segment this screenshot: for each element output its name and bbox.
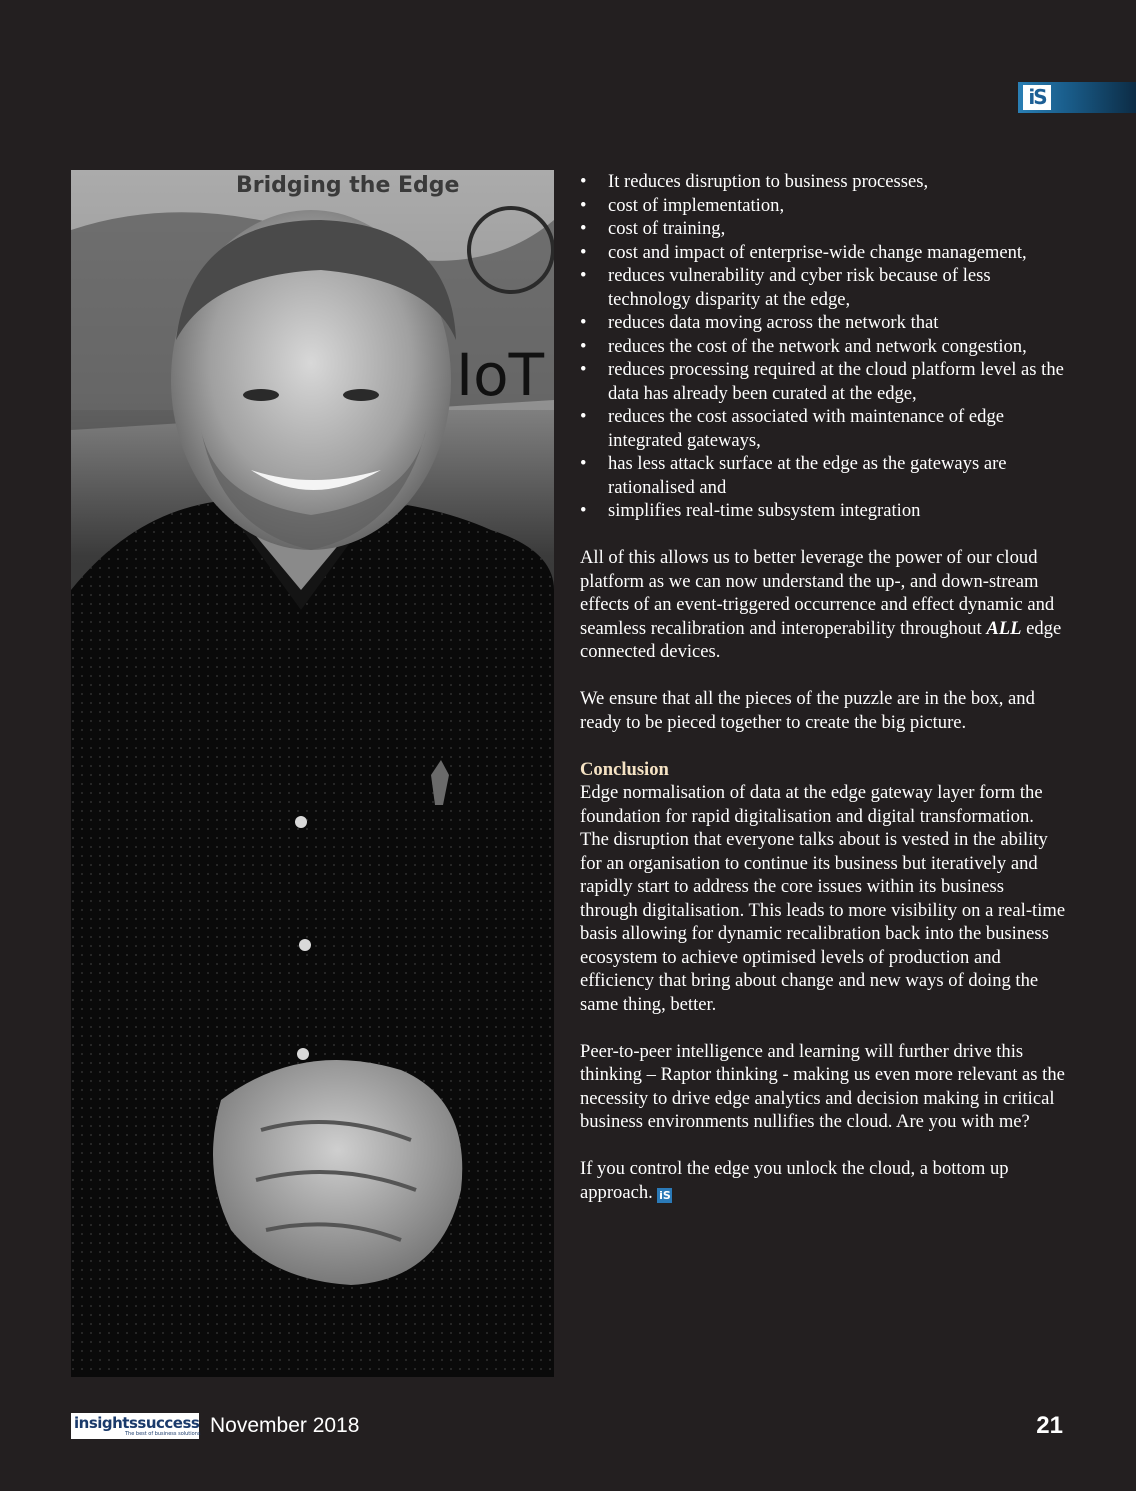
list-item: • cost of training, [580, 217, 1066, 241]
benefits-list [580, 170, 1066, 523]
banner-letters: IoT [456, 341, 545, 409]
left-eye [243, 389, 279, 401]
list-item: • has less attack surface at the edge as the gateways are rationalised and [580, 452, 1066, 499]
paragraph-puzzle: We ensure that all the pieces of the puzzle are in the box, and ready to be pieced together to create the big picture. [580, 688, 1035, 733]
list-item: • reduces the cost associated with maintenance of edge integrated gateways, [580, 405, 1066, 452]
list-item: • reduces data moving across the network that [580, 311, 1066, 335]
paragraph-conclusion: Edge normalisation of data at the edge gateway layer form the foundation for rapid digitalisation and digital transformation. The disruption that everyone talks about is vested in the ability for an organisation to continue its business but iteratively and rapidly start to address the core issues within its business through digitalisation. This leads to more visibility on a real-time basis allowing for dynamic recalibration back into the business ecosystem to achieve optimised levels of production and efficiency that bring about change and new ways of doing the same thing, better. [580, 782, 1066, 1015]
emphasis-text: ALL [986, 617, 1022, 639]
right-eye [343, 389, 379, 401]
list-item: • reduces processing required at the cloud platform level as the data has already been curated at the edge, [580, 358, 1066, 405]
logo-wordmark: insightssuccess [74, 1414, 200, 1432]
article-body [580, 170, 1066, 1204]
list-item: • cost of implementation, [580, 194, 1066, 218]
list-item: • It reduces disruption to business processes, [580, 170, 1066, 194]
logo-tagline: The best of business solutions [125, 1431, 201, 1437]
list-item: • simplifies real-time subsystem integration [580, 499, 1066, 523]
page-number: 21 [1036, 1412, 1063, 1439]
portrait-photo [71, 170, 554, 1377]
paragraph-text: All of this allows us to better leverage the power of our cloud platform as we can now understand the up-, and down-stream effects of an event-triggered occurrence and effect dynamic and seamless recalibration and interoperability throughout [580, 547, 1055, 639]
paragraph-closing [580, 1157, 1066, 1204]
paragraph-text: If you control the edge you unlock the cloud, a bottom up approach. [580, 1158, 1009, 1203]
insights-success-footer-logo [71, 1413, 199, 1439]
section-heading-conclusion: Conclusion [580, 758, 669, 780]
shirt-button [299, 939, 311, 951]
shirt-button [297, 1048, 309, 1060]
list-item: • reduces vulnerability and cyber risk because of less technology disparity at the edge, [580, 264, 1066, 311]
list-item: • reduces the cost of the network and network congestion, [580, 335, 1066, 359]
end-of-article-icon: iS [659, 1188, 671, 1202]
portrait-illustration [71, 170, 554, 1377]
header-brand-tab [1018, 82, 1136, 113]
insights-success-logo-icon: iS [1023, 85, 1051, 110]
paragraph-text: edge connected devices. [580, 617, 1062, 662]
issue-date: November 2018 [210, 1414, 360, 1437]
paragraph-peer-to-peer: Peer-to-peer intelligence and learning will further drive this thinking – Raptor thinking - making us even more relevant as the necessity to drive edge analytics and decision making in critical business environments nullifies the cloud. Are you with me? [580, 1040, 1065, 1132]
shirt-button [295, 816, 307, 828]
banner-text: Bridging the Edge [236, 173, 460, 198]
paragraph-cloud-leverage [580, 546, 1066, 664]
list-item: • cost and impact of enterprise-wide change management, [580, 241, 1066, 265]
